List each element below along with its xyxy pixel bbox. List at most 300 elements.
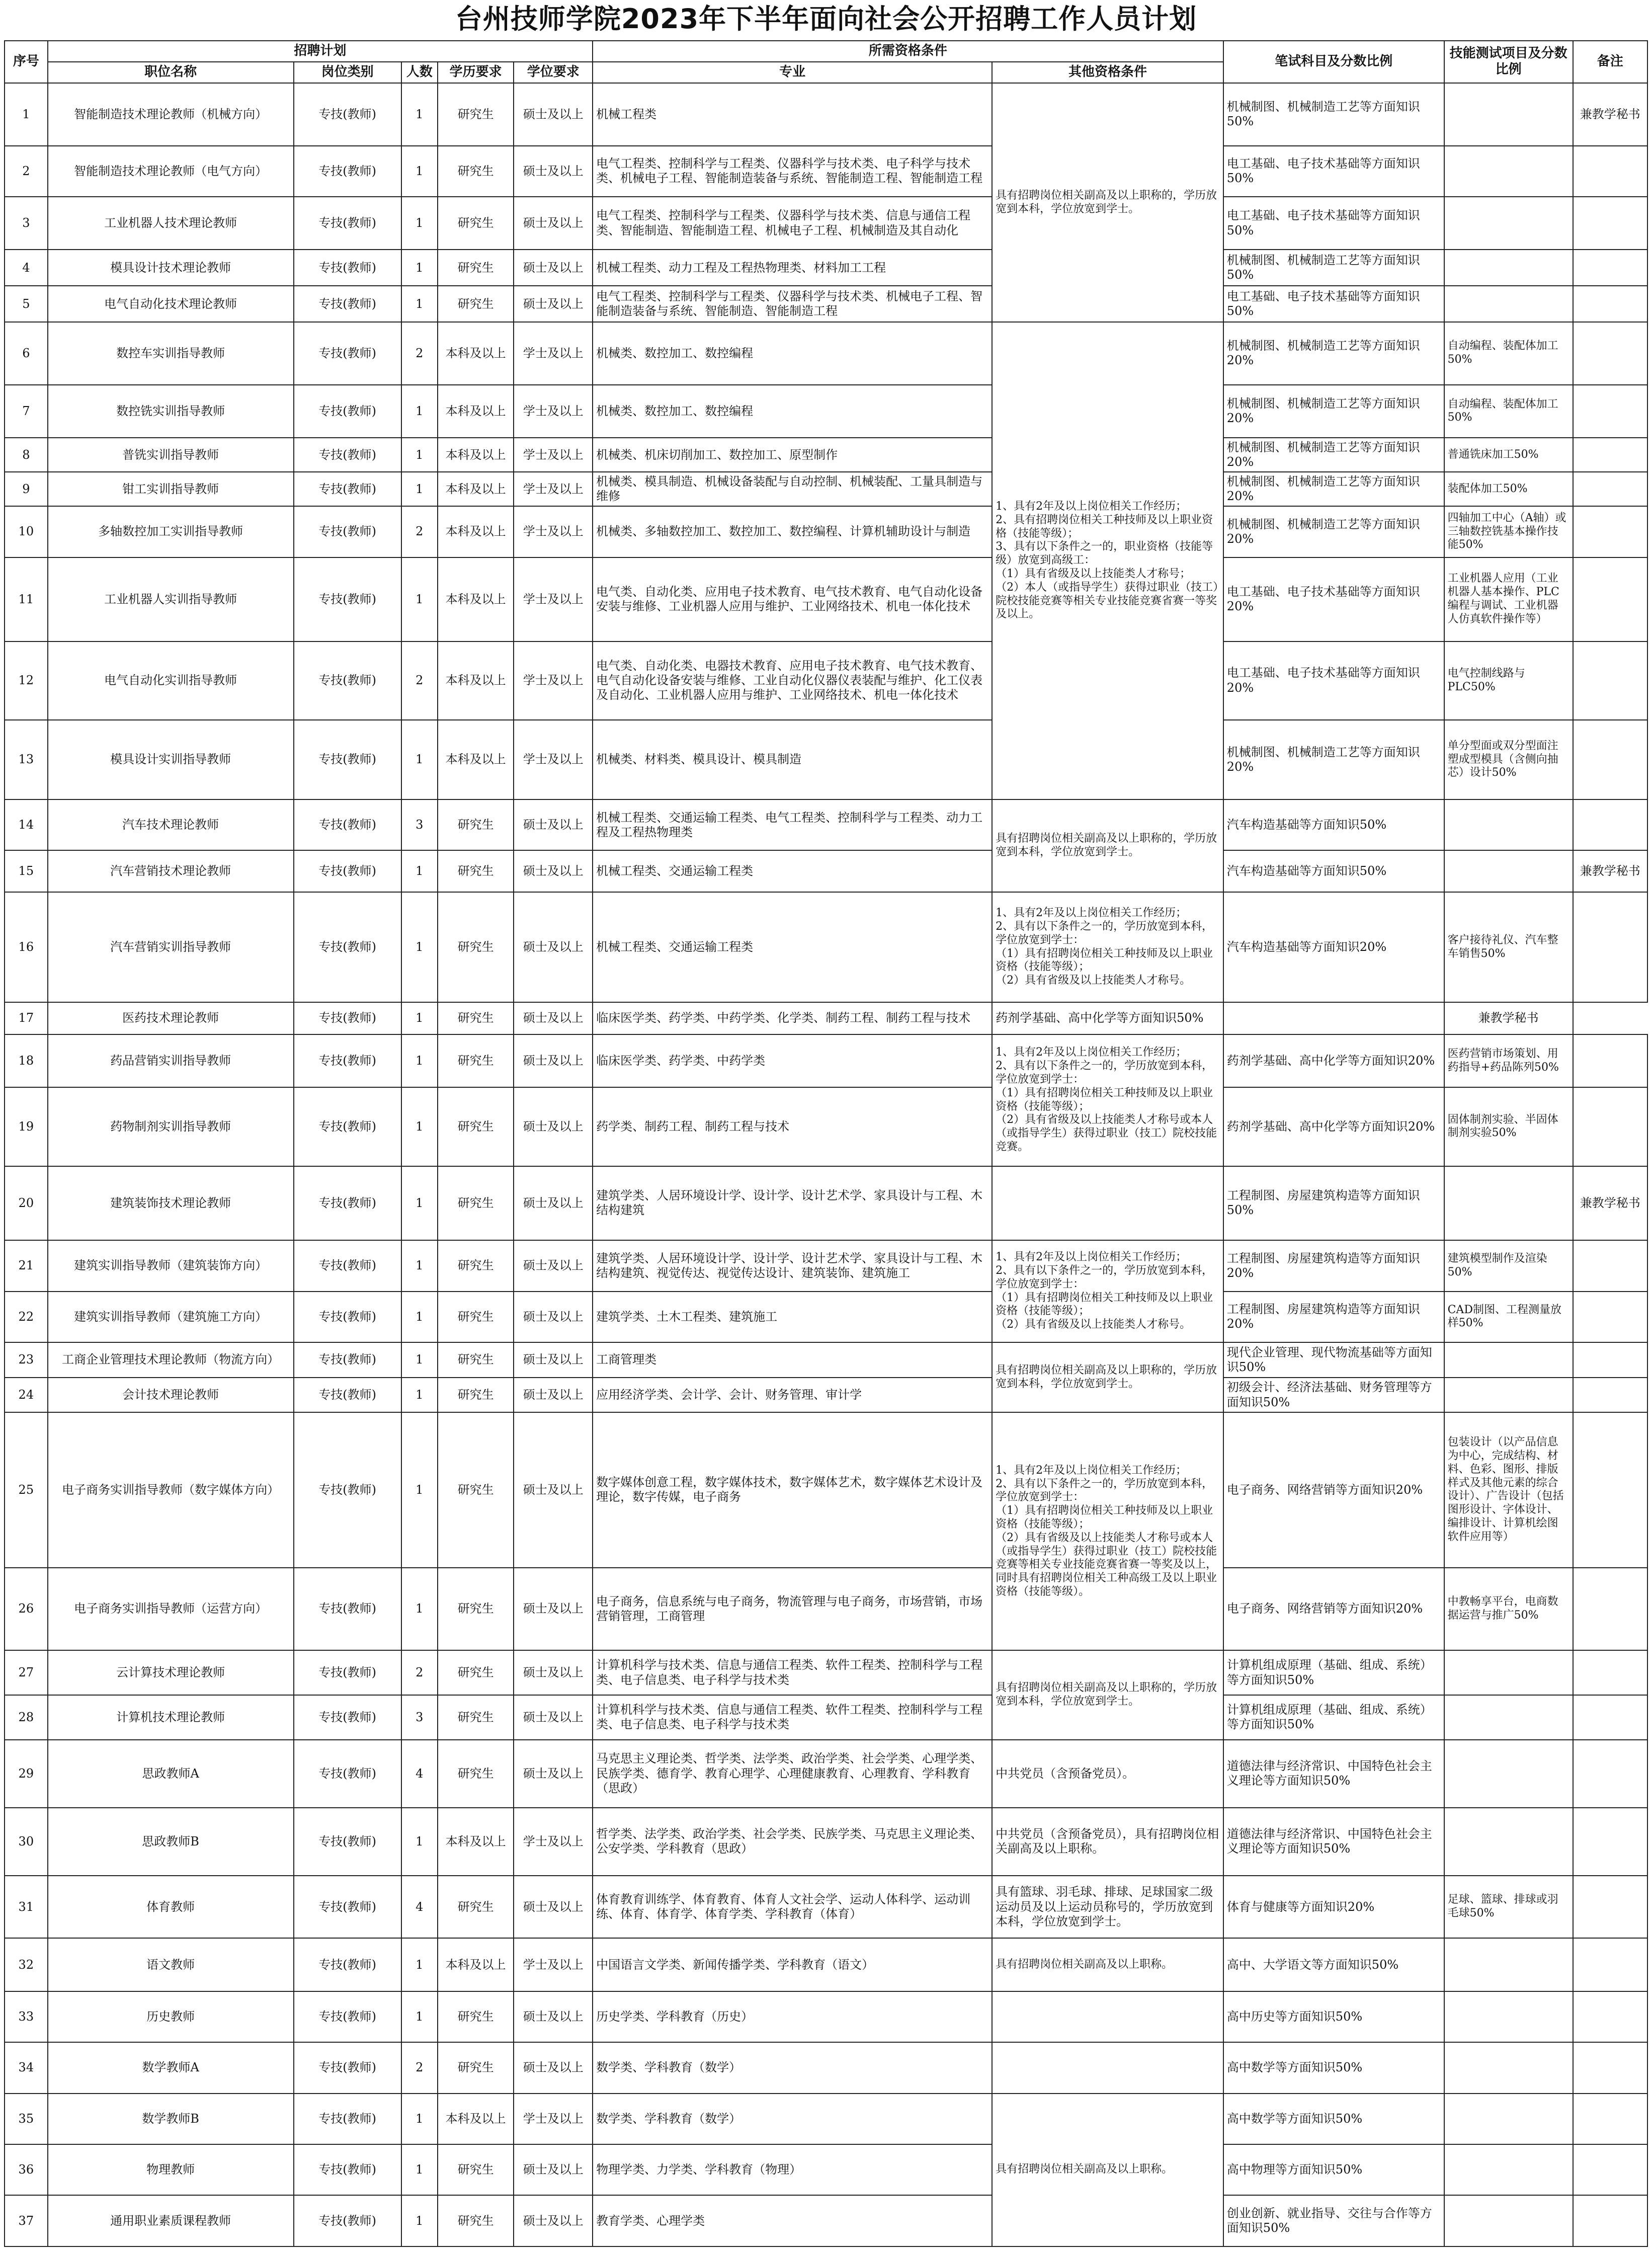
cell-skill-test xyxy=(1444,1740,1573,1808)
cell-count: 1 xyxy=(401,1292,438,1342)
cell-written-exam: 汽车构造基础等方面知识50% xyxy=(1223,799,1444,850)
cell-note xyxy=(1573,720,1647,799)
cell-edu: 研究生 xyxy=(438,1650,514,1695)
cell-skill-test: 四轴加工中心（A轴）或三轴数控铣基本操作技能50% xyxy=(1444,506,1573,557)
cell-written-exam: 机械制图、机械制造工艺等方面知识20% xyxy=(1223,506,1444,557)
cell-seq: 23 xyxy=(5,1342,48,1378)
cell-seq: 30 xyxy=(5,1808,48,1876)
cell-other-conditions: 具有招聘岗位相关副高及以上职称的，学历放宽到本科，学位放宽到学士。 xyxy=(992,799,1223,892)
cell-note xyxy=(1573,506,1647,557)
cell-degree: 硕士及以上 xyxy=(514,197,593,250)
cell-major: 哲学类、法学类、政治学类、社会学类、民族学类、马克思主义理论类、公安学类、学科教育（思政） xyxy=(593,1808,992,1876)
table-row xyxy=(5,1568,1647,1651)
cell-category: 专技(教师) xyxy=(294,1412,401,1567)
cell-position: 思政教师B xyxy=(48,1808,294,1876)
cell-written-exam: 高中物理等方面知识50% xyxy=(1223,2144,1444,2195)
cell-seq: 11 xyxy=(5,557,48,641)
cell-major: 电气工程类、控制科学与工程类、仪器科学与技术类、信息与通信工程类、智能制造、智能制造工程、机械电子工程、机械制造及其自动化 xyxy=(593,197,992,250)
document-title: 台州技师学院2023年下半年面向社会公开招聘工作人员计划 xyxy=(455,3,1197,35)
cell-seq: 26 xyxy=(5,1568,48,1651)
table-row xyxy=(5,2094,1647,2144)
header-seq: 序号 xyxy=(5,41,48,83)
cell-count: 1 xyxy=(401,1412,438,1567)
cell-seq: 1 xyxy=(5,83,48,146)
cell-written-exam: 高中、大学语文等方面知识50% xyxy=(1223,1938,1444,1991)
cell-seq: 34 xyxy=(5,2042,48,2093)
cell-written-exam: 工程制图、房屋建筑构造等方面知识50% xyxy=(1223,1166,1444,1241)
cell-written-exam: 机械制图、机械制造工艺等方面知识20% xyxy=(1223,472,1444,506)
header-edu: 学历要求 xyxy=(438,62,514,83)
table-row xyxy=(5,1740,1647,1808)
cell-edu: 研究生 xyxy=(438,1412,514,1567)
cell-seq: 14 xyxy=(5,799,48,850)
cell-skill-test: 单分型面或双分型面注塑成型模具（含侧向抽芯）设计50% xyxy=(1444,720,1573,799)
cell-count: 1 xyxy=(401,1002,438,1034)
cell-skill-test: 固体制剂实验、半固体制剂实验50% xyxy=(1444,1087,1573,1166)
cell-edu: 研究生 xyxy=(438,1740,514,1808)
cell-note xyxy=(1573,2094,1647,2144)
cell-note xyxy=(1573,1087,1647,1166)
cell-seq: 25 xyxy=(5,1412,48,1567)
cell-position: 模具设计实训指导教师 xyxy=(48,720,294,799)
cell-degree: 学士及以上 xyxy=(514,557,593,641)
cell-other-conditions: 具有招聘岗位相关副高及以上职称。 xyxy=(992,1938,1223,1991)
cell-note xyxy=(1573,1568,1647,1651)
cell-major: 机械工程类、动力工程及工程热物理类、材料加工工程 xyxy=(593,250,992,286)
cell-position: 数控铣实训指导教师 xyxy=(48,385,294,438)
cell-seq: 2 xyxy=(5,146,48,197)
cell-category: 专技(教师) xyxy=(294,286,401,322)
cell-degree: 硕士及以上 xyxy=(514,1740,593,1808)
table-row xyxy=(5,1876,1647,1939)
header-other: 其他资格条件 xyxy=(992,62,1223,83)
cell-written-exam: 初级会计、经济法基础、财务管理等方面知识50% xyxy=(1223,1378,1444,1413)
cell-position: 药品营销实训指导教师 xyxy=(48,1034,294,1088)
cell-skill-test: 自动编程、装配体加工50% xyxy=(1444,322,1573,385)
cell-count: 4 xyxy=(401,1740,438,1808)
header-degree: 学位要求 xyxy=(514,62,593,83)
cell-category: 专技(教师) xyxy=(294,799,401,850)
table-row xyxy=(5,197,1647,250)
cell-note xyxy=(1573,1650,1647,1695)
cell-edu: 本科及以上 xyxy=(438,506,514,557)
table-row xyxy=(5,720,1647,799)
cell-written-exam: 计算机组成原理（基础、组成、系统）等方面知识50% xyxy=(1223,1650,1444,1695)
cell-count: 1 xyxy=(401,1166,438,1241)
cell-count: 1 xyxy=(401,720,438,799)
cell-written-exam: 机械制图、机械制造工艺等方面知识20% xyxy=(1223,720,1444,799)
cell-major: 电气类、自动化类、电器技术教育、应用电子技术教育、电气技术教育、电气自动化设备安装与维修、工业自动化仪器仪表装配与维护、化工仪表及自动化、工业机器人应用与维护、工业网络技术、机电一体化技术 xyxy=(593,641,992,720)
cell-note xyxy=(1573,1034,1647,1088)
cell-major: 教育学类、心理学类 xyxy=(593,2195,992,2246)
cell-note xyxy=(1573,1292,1647,1342)
cell-edu: 本科及以上 xyxy=(438,1808,514,1876)
cell-edu: 研究生 xyxy=(438,197,514,250)
cell-other-conditions: 具有篮球、羽毛球、排球、足球国家二级运动员及以上运动员称号的，学历放宽到本科，学位放宽到学士。 xyxy=(992,1876,1223,1939)
cell-seq: 28 xyxy=(5,1695,48,1740)
cell-note xyxy=(1573,385,1647,438)
cell-category: 专技(教师) xyxy=(294,1876,401,1939)
cell-edu: 研究生 xyxy=(438,1342,514,1378)
header-plan: 招聘计划 xyxy=(48,41,593,62)
table-row xyxy=(5,1166,1647,1241)
cell-count: 1 xyxy=(401,438,438,472)
cell-edu: 研究生 xyxy=(438,1991,514,2042)
cell-degree: 硕士及以上 xyxy=(514,1034,593,1088)
cell-degree: 硕士及以上 xyxy=(514,1650,593,1695)
cell-other-conditions xyxy=(992,1166,1223,1241)
cell-seq: 31 xyxy=(5,1876,48,1939)
cell-skill-test xyxy=(1444,2094,1573,2144)
cell-skill-test: 自动编程、装配体加工50% xyxy=(1444,385,1573,438)
cell-seq: 7 xyxy=(5,385,48,438)
cell-note xyxy=(1573,1240,1647,1291)
table-row xyxy=(5,472,1647,506)
cell-written-exam: 电工基础、电子技术基础等方面知识20% xyxy=(1223,641,1444,720)
cell-note xyxy=(1573,438,1647,472)
table-row xyxy=(5,1808,1647,1876)
cell-category: 专技(教师) xyxy=(294,2144,401,2195)
table-row xyxy=(5,892,1647,1003)
cell-category: 专技(教师) xyxy=(294,2042,401,2093)
cell-note xyxy=(1573,322,1647,385)
cell-note xyxy=(1573,250,1647,286)
cell-major: 临床医学类、药学类、中药学类、化学类、制药工程、制药工程与技术 xyxy=(593,1002,992,1034)
cell-written-exam: 汽车构造基础等方面知识20% xyxy=(1223,892,1444,1003)
cell-major: 机械工程类 xyxy=(593,83,992,146)
cell-degree: 学士及以上 xyxy=(514,720,593,799)
table-row xyxy=(5,1412,1647,1567)
cell-written-exam: 高中历史等方面知识50% xyxy=(1223,1991,1444,2042)
cell-position: 数学教师A xyxy=(48,2042,294,2093)
cell-note xyxy=(1573,799,1647,850)
cell-category: 专技(教师) xyxy=(294,146,401,197)
cell-other-conditions: 具有招聘岗位相关副高及以上职称的，学历放宽到本科，学位放宽到学士。 xyxy=(992,1650,1223,1739)
table-row xyxy=(5,1002,1647,1034)
cell-edu: 本科及以上 xyxy=(438,385,514,438)
cell-major: 建筑学类、人居环境设计学、设计学、设计艺术学、家具设计与工程、木结构建筑 xyxy=(593,1166,992,1241)
cell-category: 专技(教师) xyxy=(294,322,401,385)
cell-written-exam: 电工基础、电子技术基础等方面知识20% xyxy=(1223,557,1444,641)
cell-note xyxy=(1573,197,1647,250)
cell-major: 机械类、多轴数控加工、数控加工、数控编程、计算机辅助设计与制造 xyxy=(593,506,992,557)
cell-category: 专技(教师) xyxy=(294,892,401,1003)
cell-degree: 学士及以上 xyxy=(514,2094,593,2144)
cell-major: 工商管理类 xyxy=(593,1342,992,1378)
cell-written-exam: 电工基础、电子技术基础等方面知识50% xyxy=(1223,286,1444,322)
cell-edu: 本科及以上 xyxy=(438,1938,514,1991)
table-row xyxy=(5,1342,1647,1378)
cell-skill-test xyxy=(1223,1002,1444,1034)
cell-edu: 研究生 xyxy=(438,1695,514,1740)
table-row xyxy=(5,1240,1647,1291)
cell-degree: 硕士及以上 xyxy=(514,1695,593,1740)
cell-skill-test xyxy=(1444,850,1573,892)
cell-degree: 硕士及以上 xyxy=(514,1412,593,1567)
cell-skill-test xyxy=(1444,1695,1573,1740)
cell-major: 体育教育训练学、体育教育、体育人文社会学、运动人体科学、运动训练、体育、体育学、体育学类、学科教育（体育） xyxy=(593,1876,992,1939)
cell-category: 专技(教师) xyxy=(294,1808,401,1876)
cell-skill-test: 医药营销市场策划、用药指导+药品陈列50% xyxy=(1444,1034,1573,1088)
cell-category: 专技(教师) xyxy=(294,1695,401,1740)
cell-note xyxy=(1573,472,1647,506)
cell-edu: 本科及以上 xyxy=(438,557,514,641)
cell-other-conditions: 具有招聘岗位相关副高及以上职称的，学历放宽到本科，学位放宽到学士。 xyxy=(992,83,1223,322)
cell-category: 专技(教师) xyxy=(294,1292,401,1342)
cell-position: 工业机器人技术理论教师 xyxy=(48,197,294,250)
table-row xyxy=(5,2042,1647,2093)
cell-position: 普铣实训指导教师 xyxy=(48,438,294,472)
cell-note xyxy=(1573,1740,1647,1808)
cell-degree: 硕士及以上 xyxy=(514,850,593,892)
cell-degree: 学士及以上 xyxy=(514,322,593,385)
cell-category: 专技(教师) xyxy=(294,1166,401,1241)
table-row xyxy=(5,1991,1647,2042)
cell-major: 机械类、模具制造、机械设备装配与自动控制、机械装配、工量具制造与维修 xyxy=(593,472,992,506)
cell-edu: 研究生 xyxy=(438,146,514,197)
cell-seq: 29 xyxy=(5,1740,48,1808)
cell-edu: 本科及以上 xyxy=(438,472,514,506)
cell-written-exam: 计算机组成原理（基础、组成、系统）等方面知识50% xyxy=(1223,1695,1444,1740)
cell-position: 医药技术理论教师 xyxy=(48,1002,294,1034)
cell-edu: 研究生 xyxy=(438,1002,514,1034)
cell-count: 1 xyxy=(401,1938,438,1991)
cell-skill-test xyxy=(1444,1166,1573,1241)
cell-note: 兼教学秘书 xyxy=(1573,850,1647,892)
cell-edu: 研究生 xyxy=(438,1378,514,1413)
recruitment-table xyxy=(4,40,1648,2247)
cell-seq: 15 xyxy=(5,850,48,892)
cell-note: 兼教学秘书 xyxy=(1573,1166,1647,1241)
cell-major: 机械类、机床切削加工、数控加工、原型制作 xyxy=(593,438,992,472)
cell-category: 专技(教师) xyxy=(294,1991,401,2042)
cell-edu: 研究生 xyxy=(438,892,514,1003)
cell-edu: 研究生 xyxy=(438,2144,514,2195)
table-row xyxy=(5,250,1647,286)
cell-seq: 22 xyxy=(5,1292,48,1342)
cell-other-conditions: 1、具有2年及以上岗位相关工作经历； 2、具有以下条件之一的，学历放宽到本科，学位放宽到学士： （1）具有招聘岗位相关工种技师及以上职业资格（技能等级）； （2）具有省级及以上技能类人才称号或本人（或指导学生）获得过职业（技工）院校技能竞赛。 xyxy=(992,1034,1223,1166)
cell-degree: 硕士及以上 xyxy=(514,2042,593,2093)
cell-written-exam: 药剂学基础、高中化学等方面知识50% xyxy=(992,1002,1223,1034)
cell-seq: 10 xyxy=(5,506,48,557)
table-row xyxy=(5,438,1647,472)
cell-other-conditions: 1、具有2年及以上岗位相关工作经历； 2、具有以下条件之一的，学历放宽到本科，学位放宽到学士： （1）具有招聘岗位相关工种技师及以上职业资格（技能等级）； （2）具有省级及以上技能类人才称号。 xyxy=(992,892,1223,1003)
cell-degree: 硕士及以上 xyxy=(514,1876,593,1939)
cell-note xyxy=(1573,1991,1647,2042)
cell-skill-test xyxy=(1444,799,1573,850)
cell-count: 1 xyxy=(401,1342,438,1378)
cell-major: 机械工程类、交通运输工程类 xyxy=(593,850,992,892)
cell-note xyxy=(1573,2042,1647,2093)
cell-degree: 硕士及以上 xyxy=(514,250,593,286)
cell-count: 3 xyxy=(401,799,438,850)
header-qual: 所需资格条件 xyxy=(593,41,1223,62)
cell-category: 专技(教师) xyxy=(294,438,401,472)
cell-count: 1 xyxy=(401,1240,438,1291)
cell-count: 1 xyxy=(401,1087,438,1166)
cell-note xyxy=(1573,2144,1647,2195)
cell-category: 专技(教师) xyxy=(294,1650,401,1695)
cell-count: 1 xyxy=(401,385,438,438)
cell-major: 数学类、学科教育（数学） xyxy=(593,2094,992,2144)
cell-note xyxy=(1573,641,1647,720)
cell-major: 机械工程类、交通运输工程类、电气工程类、控制科学与工程类、动力工程及工程热物理类 xyxy=(593,799,992,850)
cell-position: 建筑实训指导教师（建筑装饰方向） xyxy=(48,1240,294,1291)
cell-written-exam: 高中数学等方面知识50% xyxy=(1223,2042,1444,2093)
cell-skill-test xyxy=(1444,1808,1573,1876)
cell-degree: 硕士及以上 xyxy=(514,286,593,322)
cell-major: 数字媒体创意工程，数字媒体技术，数字媒体艺术，数字媒体艺术设计及理论，数字传媒，电子商务 xyxy=(593,1412,992,1567)
cell-degree: 学士及以上 xyxy=(514,438,593,472)
cell-written-exam: 道德法律与经济常识、中国特色社会主义理论等方面知识50% xyxy=(1223,1808,1444,1876)
cell-position: 智能制造技术理论教师（电气方向） xyxy=(48,146,294,197)
cell-count: 1 xyxy=(401,2094,438,2144)
cell-count: 1 xyxy=(401,1378,438,1413)
cell-degree: 学士及以上 xyxy=(514,641,593,720)
cell-position: 云计算技术理论教师 xyxy=(48,1650,294,1695)
table-row xyxy=(5,1695,1647,1740)
cell-position: 模具设计技术理论教师 xyxy=(48,250,294,286)
table-row xyxy=(5,799,1647,850)
cell-seq: 32 xyxy=(5,1938,48,1991)
cell-category: 专技(教师) xyxy=(294,2094,401,2144)
cell-category: 专技(教师) xyxy=(294,506,401,557)
cell-category: 专技(教师) xyxy=(294,197,401,250)
cell-count: 1 xyxy=(401,557,438,641)
table-row xyxy=(5,1087,1647,1166)
cell-skill-test xyxy=(1444,2144,1573,2195)
cell-position: 数控车实训指导教师 xyxy=(48,322,294,385)
cell-position: 计算机技术理论教师 xyxy=(48,1695,294,1740)
cell-written-exam: 电工基础、电子技术基础等方面知识50% xyxy=(1223,146,1444,197)
cell-position: 工商企业管理技术理论教师（物流方向） xyxy=(48,1342,294,1378)
cell-category: 专技(教师) xyxy=(294,720,401,799)
cell-major: 机械工程类、交通运输工程类 xyxy=(593,892,992,1003)
cell-count: 1 xyxy=(401,850,438,892)
cell-category: 专技(教师) xyxy=(294,1568,401,1651)
cell-seq: 24 xyxy=(5,1378,48,1413)
cell-category: 专技(教师) xyxy=(294,250,401,286)
header-count: 人数 xyxy=(401,62,438,83)
cell-count: 1 xyxy=(401,2195,438,2246)
cell-count: 1 xyxy=(401,146,438,197)
cell-skill-test xyxy=(1444,1650,1573,1695)
cell-seq: 33 xyxy=(5,1991,48,2042)
cell-written-exam: 道德法律与经济常识、中国特色社会主义理论等方面知识50% xyxy=(1223,1740,1444,1808)
cell-written-exam: 工程制图、房屋建筑构造等方面知识20% xyxy=(1223,1292,1444,1342)
cell-degree: 硕士及以上 xyxy=(514,1378,593,1413)
cell-degree: 硕士及以上 xyxy=(514,1240,593,1291)
cell-written-exam: 电子商务、网络营销等方面知识20% xyxy=(1223,1568,1444,1651)
cell-position: 数学教师B xyxy=(48,2094,294,2144)
cell-other-conditions: 具有招聘岗位相关副高及以上职称。 xyxy=(992,2094,1223,2246)
table-row xyxy=(5,83,1647,146)
cell-count: 2 xyxy=(401,1650,438,1695)
cell-edu: 本科及以上 xyxy=(438,438,514,472)
cell-major: 计算机科学与技术类、信息与通信工程类、软件工程类、控制科学与工程类、电子信息类、电子科学与技术类 xyxy=(593,1695,992,1740)
cell-count: 1 xyxy=(401,892,438,1003)
cell-category: 专技(教师) xyxy=(294,1087,401,1166)
cell-written-exam: 创业创新、就业指导、交往与合作等方面知识50% xyxy=(1223,2195,1444,2246)
cell-edu: 研究生 xyxy=(438,286,514,322)
cell-major: 建筑学类、土木工程类、建筑施工 xyxy=(593,1292,992,1342)
cell-category: 专技(教师) xyxy=(294,1740,401,1808)
cell-degree: 硕士及以上 xyxy=(514,1087,593,1166)
cell-position: 药物制剂实训指导教师 xyxy=(48,1087,294,1166)
cell-edu: 研究生 xyxy=(438,250,514,286)
cell-seq: 5 xyxy=(5,286,48,322)
cell-major: 机械类、数控加工、数控编程 xyxy=(593,385,992,438)
cell-note xyxy=(1573,146,1647,197)
cell-major: 数学类、学科教育（数学） xyxy=(593,2042,992,2093)
cell-note: 兼教学秘书 xyxy=(1444,1002,1573,1034)
cell-position: 历史教师 xyxy=(48,1991,294,2042)
cell-written-exam: 体育与健康等方面知识20% xyxy=(1223,1876,1444,1939)
cell-skill-test: CAD制图、工程测量放样50% xyxy=(1444,1292,1573,1342)
cell-major: 电气工程类、控制科学与工程类、仪器科学与技术类、机械电子工程、智能制造装备与系统、智能制造、智能制造工程 xyxy=(593,286,992,322)
cell-degree: 硕士及以上 xyxy=(514,1166,593,1241)
cell-note xyxy=(1573,1808,1647,1876)
cell-degree: 学士及以上 xyxy=(514,1808,593,1876)
cell-written-exam: 药剂学基础、高中化学等方面知识20% xyxy=(1223,1087,1444,1166)
cell-position: 通用职业素质课程教师 xyxy=(48,2195,294,2246)
cell-position: 钳工实训指导教师 xyxy=(48,472,294,506)
cell-count: 2 xyxy=(401,2042,438,2093)
table-row xyxy=(5,1034,1647,1088)
cell-edu: 研究生 xyxy=(438,1292,514,1342)
cell-degree: 学士及以上 xyxy=(514,506,593,557)
cell-edu: 研究生 xyxy=(438,83,514,146)
cell-other-conditions: 中共党员（含预备党员）。 xyxy=(992,1740,1223,1808)
cell-position: 会计技术理论教师 xyxy=(48,1378,294,1413)
cell-seq: 6 xyxy=(5,322,48,385)
cell-degree: 学士及以上 xyxy=(514,472,593,506)
cell-edu: 本科及以上 xyxy=(438,641,514,720)
cell-major: 电气工程类、控制科学与工程类、仪器科学与技术类、电子科学与技术类、机械电子工程、智能制造装备与系统、智能制造工程、智能制造工程 xyxy=(593,146,992,197)
cell-written-exam: 机械制图、机械制造工艺等方面知识20% xyxy=(1223,438,1444,472)
table-row xyxy=(5,1938,1647,1991)
cell-seq: 21 xyxy=(5,1240,48,1291)
cell-edu: 研究生 xyxy=(438,850,514,892)
cell-written-exam: 电子商务、网络营销等方面知识20% xyxy=(1223,1412,1444,1567)
cell-category: 专技(教师) xyxy=(294,1378,401,1413)
cell-count: 2 xyxy=(401,641,438,720)
cell-edu: 研究生 xyxy=(438,1166,514,1241)
cell-skill-test xyxy=(1444,1378,1573,1413)
cell-position: 电子商务实训指导教师（运营方向） xyxy=(48,1568,294,1651)
cell-written-exam: 电工基础、电子技术基础等方面知识50% xyxy=(1223,197,1444,250)
cell-major: 马克思主义理论类、哲学类、法学类、政治学类、社会学类、心理学类、民族学类、德育学、教育心理学、心理健康教育、心理教育、学科教育（思政） xyxy=(593,1740,992,1808)
cell-count: 1 xyxy=(401,1034,438,1088)
header-skill: 技能测试项目及分数比例 xyxy=(1444,41,1573,83)
cell-position: 思政教师A xyxy=(48,1740,294,1808)
cell-position: 汽车技术理论教师 xyxy=(48,799,294,850)
cell-skill-test: 装配体加工50% xyxy=(1444,472,1573,506)
cell-position: 电子商务实训指导教师（数字媒体方向） xyxy=(48,1412,294,1567)
cell-degree: 硕士及以上 xyxy=(514,1991,593,2042)
table-row xyxy=(5,322,1647,385)
cell-written-exam: 高中数学等方面知识50% xyxy=(1223,2094,1444,2144)
cell-edu: 研究生 xyxy=(438,1087,514,1166)
table-row xyxy=(5,557,1647,641)
cell-seq: 8 xyxy=(5,438,48,472)
cell-edu: 本科及以上 xyxy=(438,720,514,799)
cell-count: 4 xyxy=(401,1876,438,1939)
cell-seq: 16 xyxy=(5,892,48,1003)
cell-category: 专技(教师) xyxy=(294,2195,401,2246)
cell-skill-test xyxy=(1444,83,1573,146)
cell-skill-test: 足球、篮球、排球或羽毛球50% xyxy=(1444,1876,1573,1939)
